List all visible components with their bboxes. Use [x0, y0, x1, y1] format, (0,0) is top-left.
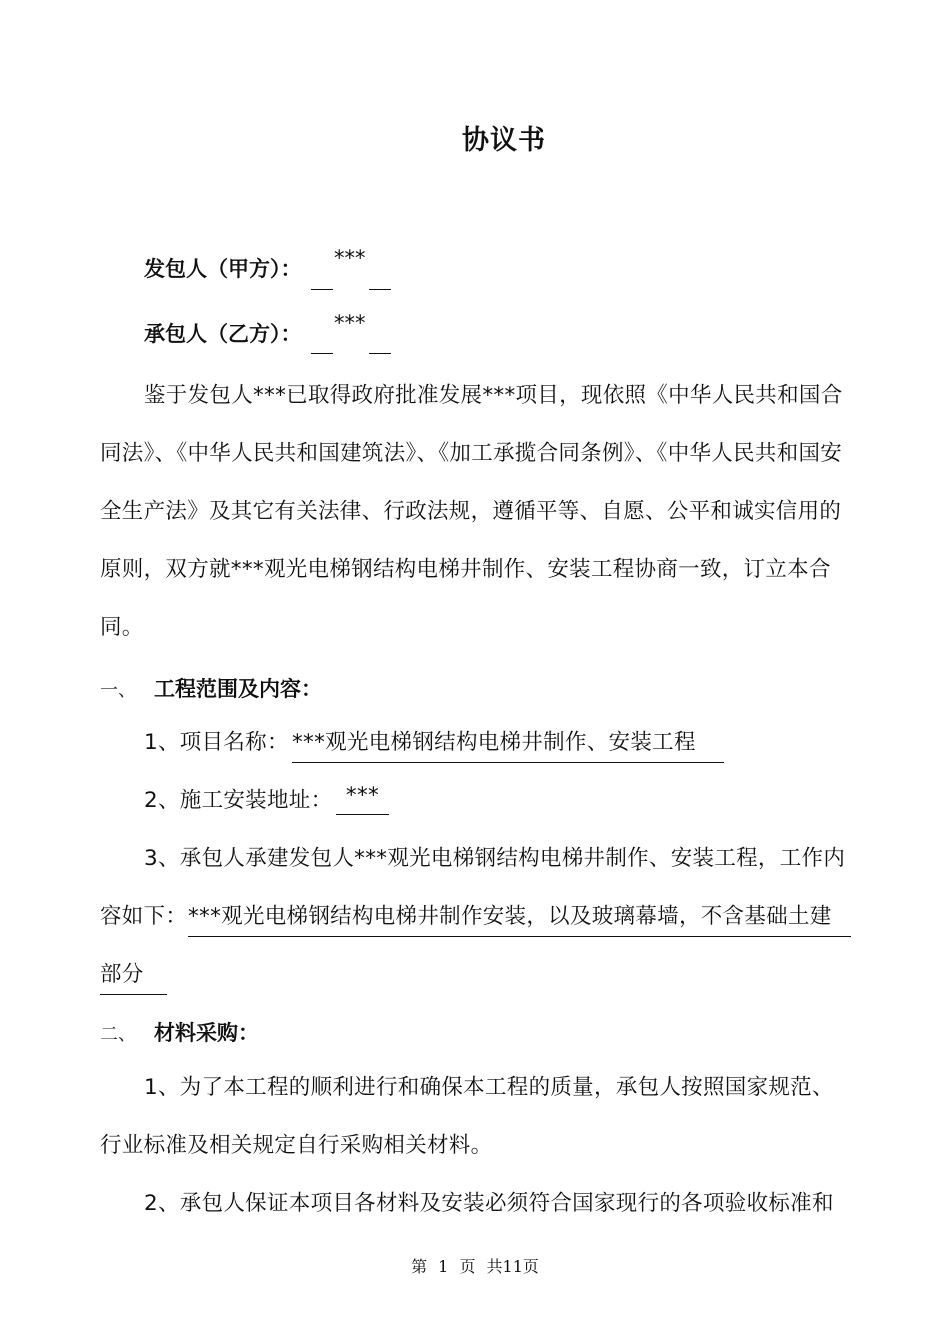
s1-item2-value [336, 783, 389, 815]
s2-item1-line-1: 1、为了本工程的顺利进行和确保本工程的质量，承包人按照国家规范、 [144, 1075, 834, 1100]
s1-item1-label: 1、项目名称： [144, 730, 289, 755]
party-b-underline-left [311, 353, 333, 354]
s1-item3-label: 容如下： [100, 904, 188, 929]
party-a-underline-left [311, 289, 333, 290]
preamble-line-1: 鉴于发包人***已取得政府批准发展***项目，现依照《中华人民共和国合 [144, 383, 843, 408]
preamble-line-4: 原则，双方就***观光电梯钢结构电梯井制作、安装工程协商一致，订立本合 [100, 557, 831, 582]
s1-item1-value-text: ***观光电梯钢结构电梯井制作、安装工程 [292, 725, 724, 763]
s1-item1-value [292, 725, 724, 763]
party-b-underline-right [369, 353, 391, 354]
s1-item3-value [188, 899, 851, 937]
party-a-value: *** [334, 246, 366, 270]
s1-item3-value-text: ***观光电梯钢结构电梯井制作安装，以及玻璃幕墙，不含基础土建 [188, 899, 851, 937]
section-2-title: 材料采购： [154, 1021, 259, 1045]
s2-item2-line-1: 2、承包人保证本项目各材料及安装必须符合国家现行的各项验收标准和 [144, 1191, 834, 1216]
s1-item2-value-text: *** [336, 783, 389, 815]
s1-item3-value-cont-text: 部分 [100, 957, 167, 995]
section-1-number: 一、 [100, 680, 136, 701]
s1-item2-label: 2、施工安装地址： [144, 788, 333, 813]
s1-item3-value-cont [100, 957, 167, 995]
preamble-line-3: 全生产法》及其它有关法律、行政法规，遵循平等、自愿、公平和诚实信用的 [100, 499, 842, 524]
party-b-label: 承包人（乙方）： [144, 322, 302, 346]
preamble-line-5: 同。 [100, 615, 144, 640]
party-a-label: 发包人（甲方）： [144, 257, 302, 281]
section-1-title: 工程范围及内容： [154, 677, 322, 701]
section-2-number: 二、 [100, 1024, 136, 1045]
party-a-underline-right [369, 289, 391, 290]
page-footer: 第 1 页 共11页 [411, 1257, 539, 1276]
preamble-line-2: 同法》、《中华人民共和国建筑法》、《加工承揽合同条例》、《中华人民共和国安 [100, 441, 843, 466]
s2-item1-line-2: 行业标准及相关规定自行采购相关材料。 [100, 1133, 493, 1158]
document-title: 协议书 [462, 125, 546, 156]
party-b-value: *** [334, 311, 366, 335]
s1-item3-line-1: 3、承包人承建发包人***观光电梯钢结构电梯井制作、安装工程，工作内 [144, 846, 846, 871]
